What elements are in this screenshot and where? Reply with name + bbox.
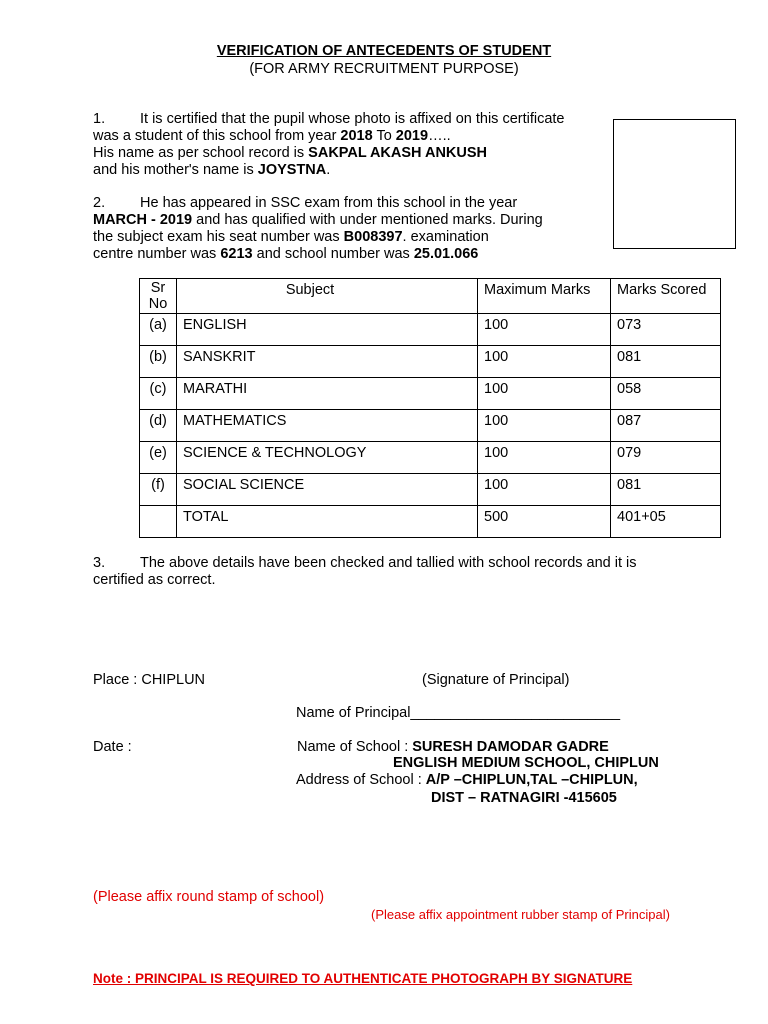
ellipsis-text: …..	[428, 128, 451, 144]
row-marks-scored: 401+05	[611, 506, 721, 538]
row-sr: (a)	[140, 314, 177, 346]
row-sr	[140, 506, 177, 538]
row-max-marks: 100	[478, 410, 611, 442]
paragraph-1-line-2: was a student of this school from year	[93, 128, 341, 144]
paragraph-2-line-4: centre number was	[93, 246, 221, 262]
row-sr: (c)	[140, 378, 177, 410]
row-marks-scored: 058	[611, 378, 721, 410]
principal-note: Note : PRINCIPAL IS REQUIRED TO AUTHENTICATE PHOTOGRAPH BY SIGNATURE	[93, 971, 633, 986]
period-text: .	[326, 162, 331, 178]
seat-number: B008397	[343, 229, 403, 245]
table-header-row	[140, 279, 721, 314]
row-subject: MATHEMATICS	[177, 410, 478, 442]
paragraph-1-number: 1.	[93, 111, 106, 127]
row-subject: ENGLISH	[177, 314, 478, 346]
student-name: SAKPAL AKASH ANKUSH	[308, 145, 488, 161]
marks-table	[139, 278, 721, 538]
table-row	[140, 410, 721, 442]
address-value: A/P –CHIPLUN,TAL –CHIPLUN,	[425, 772, 638, 788]
mother-name: JOYSTNA	[257, 162, 327, 178]
year-to: 2019	[395, 128, 429, 144]
paragraph-3-number: 3.	[93, 555, 106, 571]
year-from: 2018	[340, 128, 373, 144]
paragraph-2-line-1: He has appeared in SSC exam from this school in the year	[140, 195, 518, 211]
exam-session: MARCH - 2019	[93, 212, 193, 228]
paragraph-1	[93, 111, 598, 179]
paragraph-1-line-4: and his mother's name is	[93, 162, 258, 178]
row-sr: (b)	[140, 346, 177, 378]
address-line-1	[296, 772, 638, 788]
table-row	[140, 474, 721, 506]
row-marks-scored: 081	[611, 474, 721, 506]
header-maximum-marks: Maximum Marks	[478, 279, 611, 314]
row-marks-scored: 079	[611, 442, 721, 474]
school-name-line-2: ENGLISH MEDIUM SCHOOL, CHIPLUN	[393, 755, 659, 771]
principal-stamp-instruction: (Please affix appointment rubber stamp of Principal)	[371, 907, 670, 922]
paragraph-3	[93, 555, 693, 589]
table-row	[140, 346, 721, 378]
paragraph-1-line-1: It is certified that the pupil whose photo is affixed on this certificate	[140, 111, 565, 127]
paragraph-2	[93, 195, 598, 263]
row-subject: MARATHI	[177, 378, 478, 410]
document-title: VERIFICATION OF ANTECEDENTS OF STUDENT	[216, 43, 552, 59]
header-marks-scored: Marks Scored	[611, 279, 721, 314]
school-name: SURESH DAMODAR GADRE	[412, 739, 609, 755]
paragraph-2-line-3: the subject exam his seat number was	[93, 229, 344, 245]
row-marks-scored: 081	[611, 346, 721, 378]
row-subject: SCIENCE & TECHNOLOGY	[177, 442, 478, 474]
school-number: 25.01.066	[413, 246, 479, 262]
paragraph-1-line-3: His name as per school record is	[93, 145, 309, 161]
row-marks-scored: 087	[611, 410, 721, 442]
row-max-marks: 500	[478, 506, 611, 538]
photo-box	[613, 119, 736, 249]
to-text: To	[372, 128, 396, 144]
row-max-marks: 100	[478, 474, 611, 506]
school-name-line-1	[297, 739, 609, 755]
row-max-marks: 100	[478, 442, 611, 474]
row-sr: (e)	[140, 442, 177, 474]
row-subject: TOTAL	[177, 506, 478, 538]
row-sr: (f)	[140, 474, 177, 506]
centre-number: 6213	[220, 246, 253, 262]
paragraph-3-line-1: The above details have been checked and tallied with school records and it is	[140, 555, 637, 571]
address-label: Address of School :	[296, 772, 426, 788]
table-row	[140, 442, 721, 474]
table-row	[140, 314, 721, 346]
row-marks-scored: 073	[611, 314, 721, 346]
paragraph-3-line-2: certified as correct.	[93, 572, 216, 588]
name-of-principal: Name of Principal__________________________	[296, 705, 621, 721]
row-sr: (d)	[140, 410, 177, 442]
signature-of-principal: (Signature of Principal)	[422, 672, 570, 688]
school-name-label: Name of School :	[297, 739, 413, 755]
row-subject: SANSKRIT	[177, 346, 478, 378]
row-subject: SOCIAL SCIENCE	[177, 474, 478, 506]
paragraph-2-number: 2.	[93, 195, 106, 211]
document-subtitle: (FOR ARMY RECRUITMENT PURPOSE)	[249, 61, 519, 77]
paragraph-2-line-2: and has qualified with under mentioned marks. During	[192, 212, 543, 228]
row-max-marks: 100	[478, 346, 611, 378]
school-number-label: and school number was	[252, 246, 414, 262]
row-max-marks: 100	[478, 378, 611, 410]
header-subject: Subject	[177, 279, 478, 314]
table-row	[140, 378, 721, 410]
row-max-marks: 100	[478, 314, 611, 346]
header-sr-no: Sr No	[140, 279, 177, 314]
address-line-2: DIST – RATNAGIRI -415605	[431, 790, 617, 806]
date-text: Date :	[93, 739, 132, 755]
school-stamp-instruction: (Please affix round stamp of school)	[93, 889, 325, 905]
place-text: Place : CHIPLUN	[93, 672, 206, 688]
table-row-total	[140, 506, 721, 538]
examination-text: . examination	[402, 229, 489, 245]
